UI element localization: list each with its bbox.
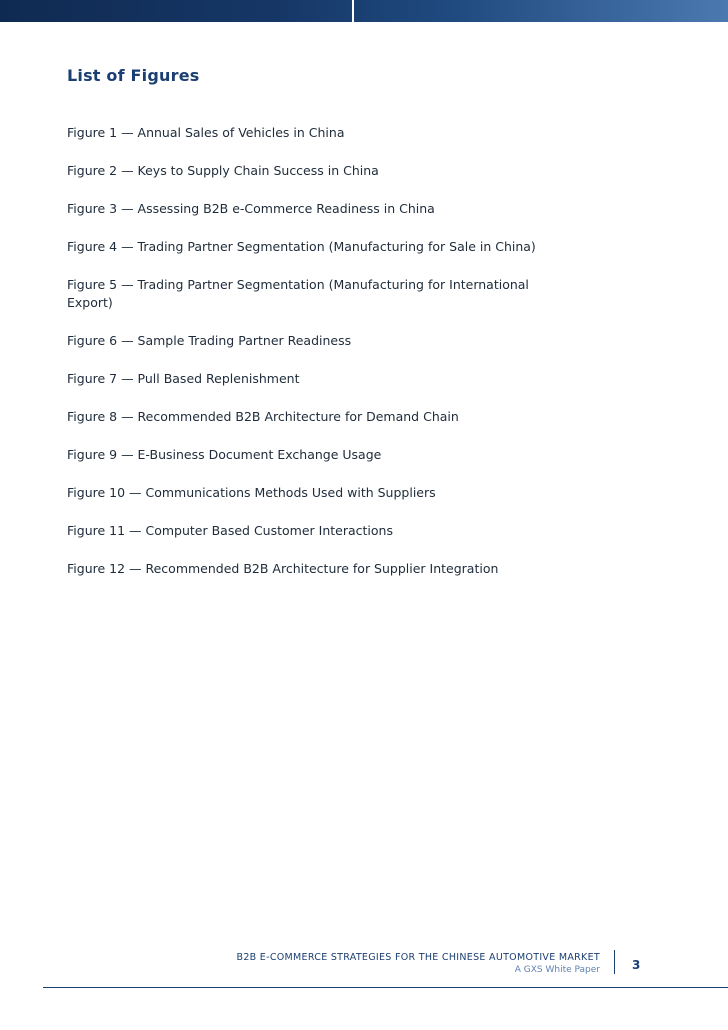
figure-list-item-3: Figure 3 — Assessing B2B e-Commerce Readiness in China [67,201,435,216]
figure-list-item-4: Figure 4 — Trading Partner Segmentation (Manufacturing for Sale in China) [67,239,536,254]
figure-list-item-6: Figure 6 — Sample Trading Partner Readiness [67,333,352,348]
footer-rule [43,987,728,988]
figure-list-item-2: Figure 2 — Keys to Supply Chain Success in China [67,163,379,178]
figure-list-item-7: Figure 7 — Pull Based Replenishment [67,371,300,386]
footer-document-subtitle: A GXS White Paper [514,965,600,975]
figure-list [67,124,537,598]
header-band-divider [352,0,354,22]
figure-list-item-1: Figure 1 — Annual Sales of Vehicles in China [67,125,345,140]
figure-list-item-8: Figure 8 — Recommended B2B Architecture for Demand Chain [67,409,459,424]
page-title: List of Figures [67,66,200,85]
page-footer [0,950,728,990]
header-color-band [0,0,728,22]
figure-list-item-11: Figure 11 — Computer Based Customer Interactions [67,523,393,538]
figure-list-item-9: Figure 9 — E-Business Document Exchange Usage [67,447,382,462]
figure-list-item-5: Figure 5 — Trading Partner Segmentation (Manufacturing for International Export) [67,277,529,310]
footer-divider [614,950,615,974]
footer-document-title: B2B E-COMMERCE STRATEGIES FOR THE CHINESE AUTOMOTIVE MARKET [236,952,600,963]
figure-list-item-10: Figure 10 — Communications Methods Used with Suppliers [67,485,436,500]
page-number: 3 [632,958,641,972]
figure-list-item-12: Figure 12 — Recommended B2B Architecture for Supplier Integration [67,561,499,576]
